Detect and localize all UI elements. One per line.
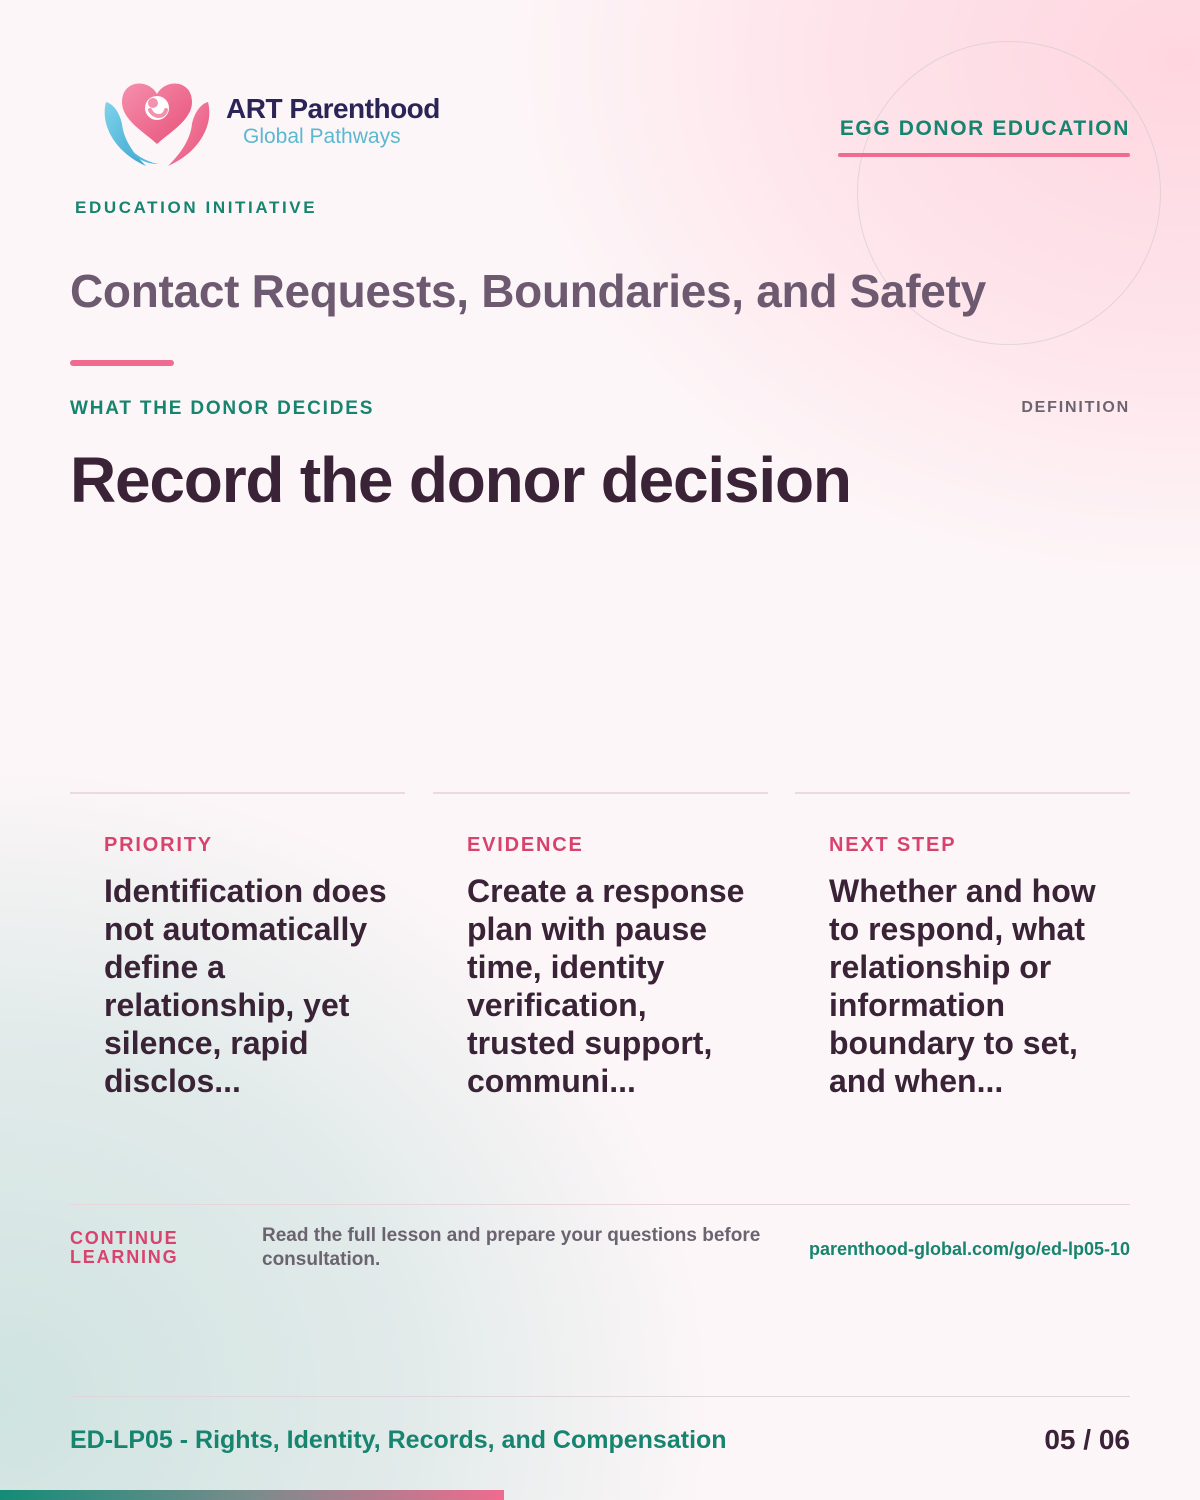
heart-hands-baby-icon	[100, 72, 215, 172]
page-counter: 05 / 06	[1044, 1424, 1130, 1455]
page-title: Contact Requests, Boundaries, and Safety	[70, 265, 986, 317]
title-accent-rule	[70, 360, 174, 366]
section-tag: DEFINITION	[1021, 399, 1130, 416]
column-label: NEXT STEP	[829, 834, 957, 856]
cta-label: CONTINUE LEARNING	[70, 1228, 179, 1267]
column-label: EVIDENCE	[467, 834, 584, 856]
column-body: Identification does not automatically define a relationship, yet silence, rapid disclos...	[104, 873, 387, 1099]
brand-name: ART Parenthood	[226, 93, 440, 124]
footer-course-title: ED-LP05 - Rights, Identity, Records, and Compensation	[70, 1426, 727, 1454]
cta-text: Read the full lesson and prepare your questions before consultation.	[262, 1225, 761, 1270]
info-column-evidence	[433, 792, 768, 1100]
program-underline	[838, 153, 1130, 157]
initiative-label: EDUCATION INITIATIVE	[75, 198, 318, 217]
footer-divider	[70, 1396, 1130, 1397]
program-label: EGG DONOR EDUCATION	[839, 117, 1130, 140]
brand-tagline: Global Pathways	[243, 125, 401, 148]
info-column-next-step	[795, 792, 1130, 1100]
lesson-link[interactable]: parenthood-global.com/go/ed-lp05-10	[808, 1239, 1130, 1259]
section-eyebrow: WHAT THE DONOR DECIDES	[70, 398, 375, 419]
column-label: PRIORITY	[104, 834, 213, 856]
cta-divider	[70, 1204, 1130, 1205]
column-body: Create a response plan with pause time, identity verification, trusted support, communi...	[467, 873, 745, 1099]
section-headline: Record the donor decision	[70, 444, 851, 516]
column-body: Whether and how to respond, what relationship or information boundary to set, and when...	[829, 873, 1096, 1099]
info-column-priority	[70, 792, 405, 1100]
progress-bar	[0, 1490, 504, 1500]
